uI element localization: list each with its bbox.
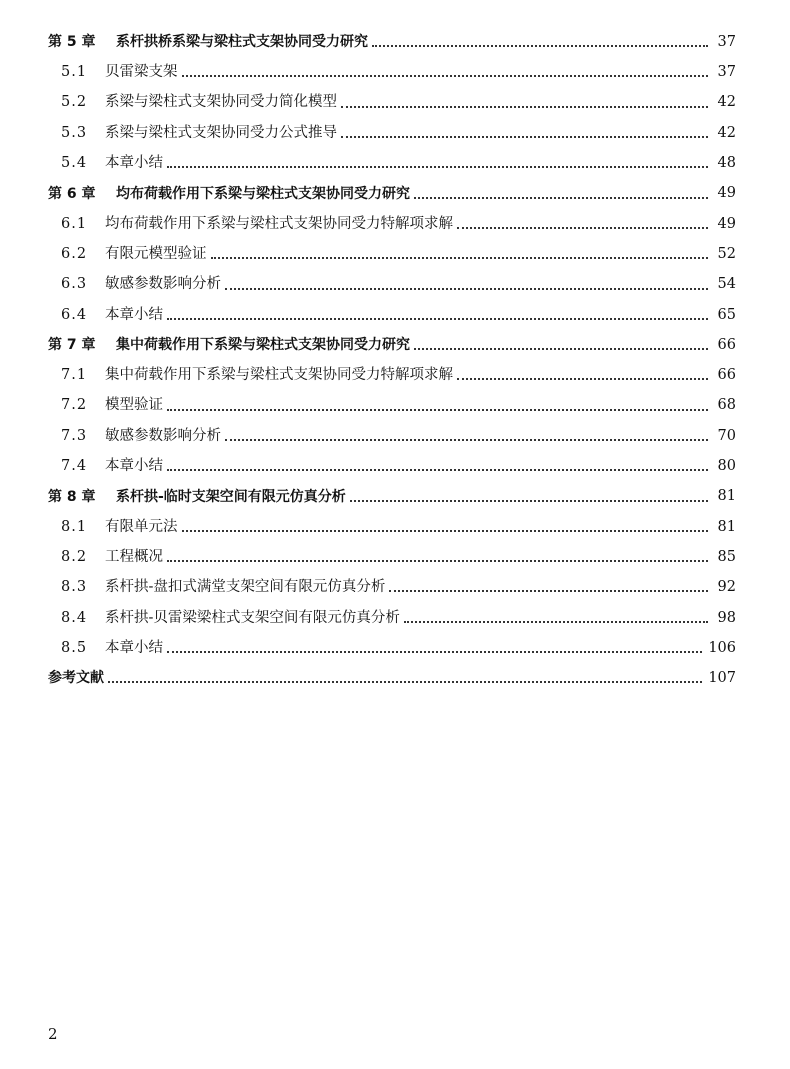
toc-entry-page: 48 [717, 155, 736, 172]
toc-entry-number: 6.2 [61, 245, 88, 262]
dot-leader [372, 45, 708, 47]
toc-entry-number: 第 6 章 [48, 185, 96, 202]
toc-entry-number: 7.2 [61, 397, 88, 414]
toc-entry-number: 5.1 [61, 64, 88, 81]
toc-entry-page: 42 [717, 124, 736, 141]
dot-leader [225, 288, 708, 290]
toc-entry-number: 8.3 [61, 579, 88, 596]
toc-section-entry[interactable] [48, 148, 736, 178]
toc-entry-title: 系杆拱桥系梁与梁柱式支架协同受力研究 [116, 34, 368, 51]
toc-chapter-entry[interactable] [48, 481, 736, 511]
toc-entry-title: 参考文献 [48, 670, 104, 687]
toc-entry-page: 106 [708, 639, 736, 656]
toc-entry-number: 8.4 [61, 609, 88, 626]
dot-leader [108, 681, 702, 683]
toc-section-entry[interactable] [48, 512, 736, 542]
dot-leader [414, 197, 708, 199]
toc-entry-page: 52 [717, 245, 736, 262]
toc-section-entry[interactable] [48, 603, 736, 633]
dot-leader [414, 348, 708, 350]
toc-entry-title: 敏感参数影响分析 [105, 276, 221, 293]
toc-section-entry[interactable] [48, 88, 736, 118]
toc-entry-title: 本章小结 [105, 306, 163, 323]
toc-section-entry[interactable] [48, 300, 736, 330]
toc-entry-number: 8.1 [61, 518, 88, 535]
toc-entry-page: 49 [717, 185, 736, 202]
toc-entry-number: 第 8 章 [48, 488, 96, 505]
dot-leader [182, 75, 709, 77]
toc-entry-title: 模型验证 [105, 397, 163, 414]
toc-entry-title: 贝雷梁支架 [105, 64, 178, 81]
toc-entry-page: 81 [717, 518, 736, 535]
toc-entry-number: 7.3 [61, 427, 88, 444]
dot-leader [389, 590, 708, 592]
toc-section-entry[interactable] [48, 451, 736, 481]
toc-section-entry[interactable] [48, 572, 736, 602]
dot-leader [404, 621, 708, 623]
dot-leader [182, 530, 709, 532]
toc-chapter-entry[interactable] [48, 330, 736, 360]
toc-chapter-entry[interactable] [48, 178, 736, 208]
toc-entry-page: 98 [717, 609, 736, 626]
toc-section-entry[interactable] [48, 239, 736, 269]
toc-entry-page: 68 [717, 397, 736, 414]
toc-section-entry[interactable] [48, 391, 736, 421]
toc-entry-title: 均布荷载作用下系梁与梁柱式支架协同受力特解项求解 [105, 215, 453, 232]
toc-entry-page: 80 [717, 458, 736, 475]
toc-entry-number: 6.1 [61, 215, 88, 232]
toc-entry-number: 5.4 [61, 155, 88, 172]
page-number: 2 [48, 1025, 58, 1043]
dot-leader [167, 651, 702, 653]
toc-entry-number: 6.3 [61, 276, 88, 293]
toc-entry-title: 本章小结 [105, 639, 163, 656]
toc-references-entry[interactable] [48, 663, 736, 693]
toc-entry-title: 本章小结 [105, 458, 163, 475]
toc-entry-page: 92 [717, 579, 736, 596]
toc-entry-number: 7.1 [61, 367, 88, 384]
toc-entry-page: 65 [717, 306, 736, 323]
toc-entry-title: 系杆拱-贝雷梁梁柱式支架空间有限元仿真分析 [105, 609, 400, 626]
toc-entry-title: 系梁与梁柱式支架协同受力公式推导 [105, 124, 337, 141]
toc-entry-page: 49 [717, 215, 736, 232]
toc-entry-page: 85 [717, 548, 736, 565]
dot-leader [167, 560, 708, 562]
toc-entry-number: 6.4 [61, 306, 88, 323]
toc-section-entry[interactable] [48, 421, 736, 451]
toc-entry-page: 37 [717, 33, 736, 50]
toc-section-entry[interactable] [48, 57, 736, 87]
toc-entry-number: 5.2 [61, 94, 88, 111]
toc-section-entry[interactable] [48, 633, 736, 663]
toc-section-entry[interactable] [48, 542, 736, 572]
toc-entry-page: 66 [717, 336, 736, 353]
toc-section-entry[interactable] [48, 269, 736, 299]
toc-entry-page: 42 [717, 94, 736, 111]
toc-entry-title: 集中荷载作用下系梁与梁柱式支架协同受力特解项求解 [105, 367, 453, 384]
toc-entry-number: 第 5 章 [48, 34, 96, 51]
toc-entry-page: 81 [717, 488, 736, 505]
toc-entry-title: 工程概况 [105, 548, 163, 565]
dot-leader [457, 378, 708, 380]
toc-entry-page: 107 [708, 670, 736, 687]
toc-entry-title: 系梁与梁柱式支架协同受力简化模型 [105, 94, 337, 111]
dot-leader [225, 439, 708, 441]
dot-leader [457, 227, 708, 229]
toc-entry-number: 8.5 [61, 639, 88, 656]
table-of-contents [48, 27, 736, 694]
toc-entry-title: 有限单元法 [105, 518, 178, 535]
toc-entry-number: 7.4 [61, 458, 88, 475]
toc-entry-number: 5.3 [61, 124, 88, 141]
toc-entry-title: 均布荷载作用下系梁与梁柱式支架协同受力研究 [116, 185, 410, 202]
dot-leader [167, 409, 708, 411]
toc-entry-number: 8.2 [61, 548, 88, 565]
toc-section-entry[interactable] [48, 209, 736, 239]
toc-entry-title: 敏感参数影响分析 [105, 427, 221, 444]
dot-leader [167, 469, 708, 471]
toc-entry-title: 系杆拱-临时支架空间有限元仿真分析 [116, 488, 346, 505]
toc-entry-title: 集中荷载作用下系梁与梁柱式支架协同受力研究 [116, 337, 410, 354]
toc-section-entry[interactable] [48, 118, 736, 148]
toc-entry-title: 本章小结 [105, 155, 163, 172]
dot-leader [167, 318, 708, 320]
toc-entry-page: 54 [717, 276, 736, 293]
toc-entry-page: 66 [717, 367, 736, 384]
dot-leader [211, 257, 709, 259]
dot-leader [167, 166, 708, 168]
toc-chapter-entry[interactable] [48, 27, 736, 57]
dot-leader [341, 136, 708, 138]
toc-entry-title: 系杆拱-盘扣式满堂支架空间有限元仿真分析 [105, 579, 386, 596]
toc-section-entry[interactable] [48, 360, 736, 390]
toc-entry-page: 37 [717, 64, 736, 81]
dot-leader [341, 106, 708, 108]
toc-entry-page: 70 [717, 427, 736, 444]
dot-leader [350, 500, 708, 502]
toc-entry-number: 第 7 章 [48, 337, 96, 354]
toc-entry-title: 有限元模型验证 [105, 245, 207, 262]
